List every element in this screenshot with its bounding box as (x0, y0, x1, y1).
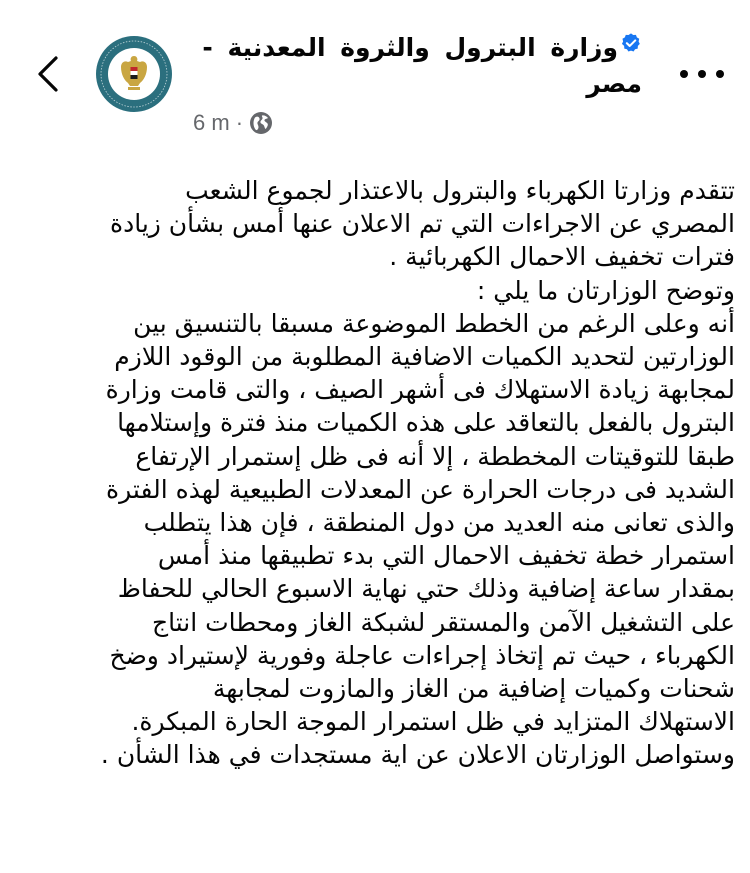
post-header (0, 0, 750, 150)
post-line: تتقدم وزارتا الكهرباء والبترول بالاعتذار لجموع الشعب (185, 176, 735, 205)
post-line: الاستهلاك المتزايد في ظل استمرار الموجة الحارة المبكرة. (131, 707, 735, 737)
post-line: أنه وعلى الرغم من الخطط الموضوعة مسبقا بالتنسيق بين (133, 308, 735, 338)
post-line: على التشغيل الآمن والمستقر لشبكة الغاز ومحطات انتاج (151, 607, 735, 637)
post-line: الكهرباء ، حيث تم إتخاذ إجراءات عاجلة وفورية لإستيراد وضخ (109, 640, 735, 670)
post-line: لمجابهة زيادة الاستهلاك فى أشهر الصيف ، والتى قامت وزارة (105, 375, 735, 405)
post-line: الوزارتين لتحديد الكميات الاضافية المطلوبة من الوقود اللازم (114, 342, 735, 372)
post-line: طبقا للتوقيتات المخططة ، إلا أنه فى ظل إستمرار الإرتفاع (135, 441, 735, 471)
chevron-left-icon (30, 52, 66, 96)
more-dot-icon (680, 70, 688, 78)
page-name-link[interactable] (202, 30, 642, 102)
post-line: استمرار خطة تخفيف الاحمال التي بدء تطبيقها منذ أمس (157, 541, 735, 571)
post-line: وتوضح الوزارتان ما يلي : (476, 275, 735, 305)
post-line: بمقدار ساعة إضافية وذلك حتي نهاية الاسبوع الحالي للحفاظ (117, 574, 735, 604)
post-text (40, 174, 735, 772)
avatar[interactable] (94, 34, 174, 114)
meta-separator: · (235, 110, 244, 135)
ministry-logo-icon (94, 34, 174, 114)
post-line: المصري عن الاجراءات التي تم الاعلان عنها أمس بشأن زيادة (109, 209, 735, 239)
timestamp[interactable]: 6 m (193, 110, 230, 135)
post-line: فترات تخفيف الاحمال الكهربائية . (389, 242, 735, 272)
post-line: شحنات وكميات إضافية من الغاز والمازوت لمجابهة (212, 674, 735, 704)
globe-icon[interactable] (249, 111, 273, 135)
post-line: والذى تعانى منه العديد من دول المنطقة ، فإن هذا يتطلب (143, 508, 735, 538)
page-name-block (202, 30, 642, 102)
more-options-button[interactable] (680, 62, 724, 86)
verified-badge-icon (620, 32, 642, 54)
post-meta (193, 110, 273, 136)
more-dot-icon (698, 70, 706, 78)
post-line: الشديد فى درجات الحرارة عن المعدلات الطبيعية لهذه الفترة (106, 474, 735, 504)
post-line: وستواصل الوزارتان الاعلان عن اية مستجدات في هذا الشأن . (100, 740, 735, 770)
back-button[interactable] (30, 52, 66, 96)
post-line: البترول بالفعل بالتعاقد على هذه الكميات منذ فترة وإستلامها (117, 408, 735, 438)
page-name-text: وزارة البترول والثروة المعدنية - مصر (202, 33, 642, 98)
more-dot-icon (716, 70, 724, 78)
